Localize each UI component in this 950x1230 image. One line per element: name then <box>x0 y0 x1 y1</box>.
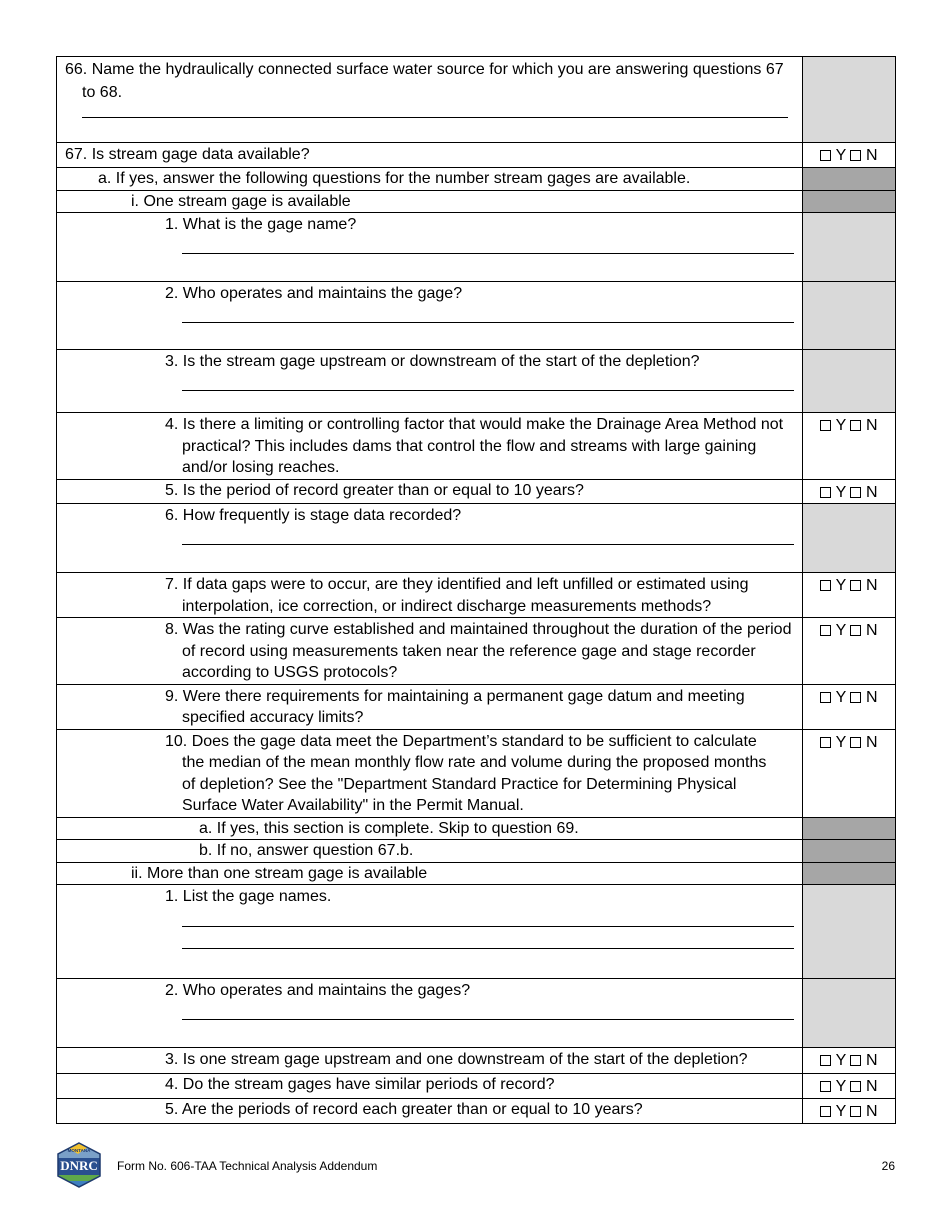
yes-label: Y <box>835 1078 847 1095</box>
i10b-text: b. If no, answer question 67.b. <box>199 842 414 859</box>
i6-answer-line[interactable] <box>182 544 794 545</box>
row-ii1 <box>57 885 896 979</box>
ii2-answer-line[interactable] <box>182 1019 794 1020</box>
i9-yes-no <box>803 684 896 729</box>
i10b-response-cell <box>803 840 896 863</box>
row-ii3 <box>57 1048 896 1074</box>
row-i8 <box>57 618 896 685</box>
yes-checkbox[interactable] <box>820 420 831 431</box>
yes-label: Y <box>835 622 847 639</box>
i10-yes-no <box>803 729 896 817</box>
row-i10 <box>57 729 896 817</box>
row-i1 <box>57 213 896 282</box>
no-checkbox[interactable] <box>850 1081 861 1092</box>
row-q67a <box>57 168 896 191</box>
i8-text: 8. Was the rating curve established and maintained throughout the duration of the period of record using measurements taken near the reference gage and stage recorder according to USGS protocols? <box>165 621 792 681</box>
form-number: Form No. 606-TAA Technical Analysis Addendum <box>117 1159 378 1173</box>
ii3-text: 3. Is one stream gage upstream and one downstream of the start of the depletion? <box>165 1051 748 1068</box>
no-checkbox[interactable] <box>850 692 861 703</box>
no-checkbox[interactable] <box>850 737 861 748</box>
yes-checkbox[interactable] <box>820 1055 831 1066</box>
logo-top-text: MONTANA <box>67 1148 91 1153</box>
i10a-text: a. If yes, this section is complete. Skip to question 69. <box>199 819 579 837</box>
no-checkbox[interactable] <box>850 150 861 161</box>
row-i9 <box>57 684 896 729</box>
yes-label: Y <box>835 483 847 501</box>
i9-text: 9. Were there requirements for maintaining a permanent gage datum and meeting specified accuracy limits? <box>165 687 745 726</box>
row-i7 <box>57 573 896 618</box>
i5-yes-no <box>803 479 896 504</box>
i1-answer-line[interactable] <box>182 253 794 254</box>
ii4-text: 4. Do the stream gages have similar periods of record? <box>165 1076 555 1093</box>
ii5-yes-no <box>803 1099 896 1124</box>
no-label: N <box>865 147 878 164</box>
q66-response-cell <box>803 57 896 143</box>
yes-checkbox[interactable] <box>820 1081 831 1092</box>
i10a-response-cell <box>803 817 896 840</box>
yes-checkbox[interactable] <box>820 1106 831 1117</box>
yes-checkbox[interactable] <box>820 487 831 498</box>
row-i6 <box>57 504 896 573</box>
row-q67 <box>57 143 896 168</box>
q67a-ii-response-cell <box>803 862 896 885</box>
question-table <box>56 56 896 1124</box>
no-label: N <box>865 622 878 639</box>
i3-text: 3. Is the stream gage upstream or downstream of the start of the depletion? <box>165 353 700 370</box>
row-q67a-ii <box>57 862 896 885</box>
yes-label: Y <box>835 688 847 706</box>
row-i10a <box>57 817 896 840</box>
i6-response-cell <box>803 504 896 573</box>
no-label: N <box>865 1052 878 1069</box>
no-label: N <box>865 483 878 501</box>
no-label: N <box>865 1078 878 1095</box>
yes-checkbox[interactable] <box>820 580 831 591</box>
q67-yes-no <box>803 143 896 168</box>
ii1-answer-line-1[interactable] <box>182 926 794 927</box>
logo-text: DNRC <box>60 1158 98 1173</box>
ii2-response-cell <box>803 979 896 1048</box>
page-number: 26 <box>881 1159 895 1173</box>
q67a-ii-text: ii. More than one stream gage is available <box>131 864 428 882</box>
page-footer <box>56 1142 895 1188</box>
dnrc-logo <box>56 1142 102 1188</box>
row-i2 <box>57 282 896 350</box>
i7-yes-no <box>803 573 896 618</box>
yes-label: Y <box>835 417 847 434</box>
i2-text: 2. Who operates and maintains the gage? <box>165 285 463 302</box>
i2-answer-line[interactable] <box>182 322 794 323</box>
i3-answer-line[interactable] <box>182 390 794 391</box>
yes-label: Y <box>835 733 847 751</box>
ii1-answer-line-2[interactable] <box>182 948 794 949</box>
yes-checkbox[interactable] <box>820 150 831 161</box>
i7-text: 7. If data gaps were to occur, are they identified and left unfilled or estimated using interpolation, ice correction, or indirect discharge measurements methods? <box>165 576 749 615</box>
i6-text: 6. How frequently is stage data recorded? <box>165 507 462 524</box>
i10-text: 10. Does the gage data meet the Department’s standard to be sufficient to calculate the median of the mean monthly flow rate and volume during the proposed months of depletion? See the "Department Standard Practice for Determining Physical Surface Water Availability" in the Permit Manual. <box>165 732 767 814</box>
row-i3 <box>57 350 896 413</box>
yes-checkbox[interactable] <box>820 625 831 636</box>
row-ii2 <box>57 979 896 1048</box>
i1-response-cell <box>803 213 896 282</box>
no-label: N <box>865 733 878 751</box>
no-checkbox[interactable] <box>850 1055 861 1066</box>
no-label: N <box>865 417 878 434</box>
i4-yes-no <box>803 413 896 480</box>
row-q66 <box>57 57 896 143</box>
no-checkbox[interactable] <box>850 420 861 431</box>
ii5-text: 5. Are the periods of record each greater than or equal to 10 years? <box>165 1101 643 1118</box>
row-i10b <box>57 840 896 863</box>
q66-answer-line[interactable] <box>82 117 788 118</box>
q67-text: 67. Is stream gage data available? <box>65 146 310 163</box>
q67a-text: a. If yes, answer the following questions for the number stream gages are available. <box>98 170 691 187</box>
q66-text: 66. Name the hydraulically connected surface water source for which you are answering questions 67 to 68. <box>65 61 784 101</box>
no-label: N <box>865 688 878 706</box>
i8-yes-no <box>803 618 896 685</box>
row-ii5 <box>57 1099 896 1124</box>
q67a-i-text: i. One stream gage is available <box>131 192 351 210</box>
yes-label: Y <box>835 1103 847 1120</box>
row-q67a-i <box>57 190 896 213</box>
no-checkbox[interactable] <box>850 1106 861 1117</box>
i2-response-cell <box>803 282 896 350</box>
yes-label: Y <box>835 577 847 594</box>
yes-label: Y <box>835 1052 847 1069</box>
no-checkbox[interactable] <box>850 625 861 636</box>
ii1-response-cell <box>803 885 896 979</box>
yes-checkbox[interactable] <box>820 737 831 748</box>
row-i5 <box>57 479 896 504</box>
i3-response-cell <box>803 350 896 413</box>
q67a-i-response-cell <box>803 190 896 213</box>
no-label: N <box>865 1103 878 1120</box>
row-ii4 <box>57 1074 896 1099</box>
i1-text: 1. What is the gage name? <box>165 216 357 233</box>
row-i4 <box>57 413 896 480</box>
no-label: N <box>865 577 878 594</box>
i4-text: 4. Is there a limiting or controlling factor that would make the Drainage Area Method not practical? This includes dams that control the flow and streams with large gaining and/or losing reaches. <box>165 416 784 476</box>
q67a-response-cell <box>803 168 896 191</box>
ii4-yes-no <box>803 1074 896 1099</box>
no-checkbox[interactable] <box>850 487 861 498</box>
ii2-text: 2. Who operates and maintains the gages? <box>165 982 471 999</box>
ii3-yes-no <box>803 1048 896 1074</box>
yes-checkbox[interactable] <box>820 692 831 703</box>
ii1-text: 1. List the gage names. <box>165 888 332 905</box>
yes-label: Y <box>835 147 847 164</box>
no-checkbox[interactable] <box>850 580 861 591</box>
i5-text: 5. Is the period of record greater than or equal to 10 years? <box>165 481 584 499</box>
